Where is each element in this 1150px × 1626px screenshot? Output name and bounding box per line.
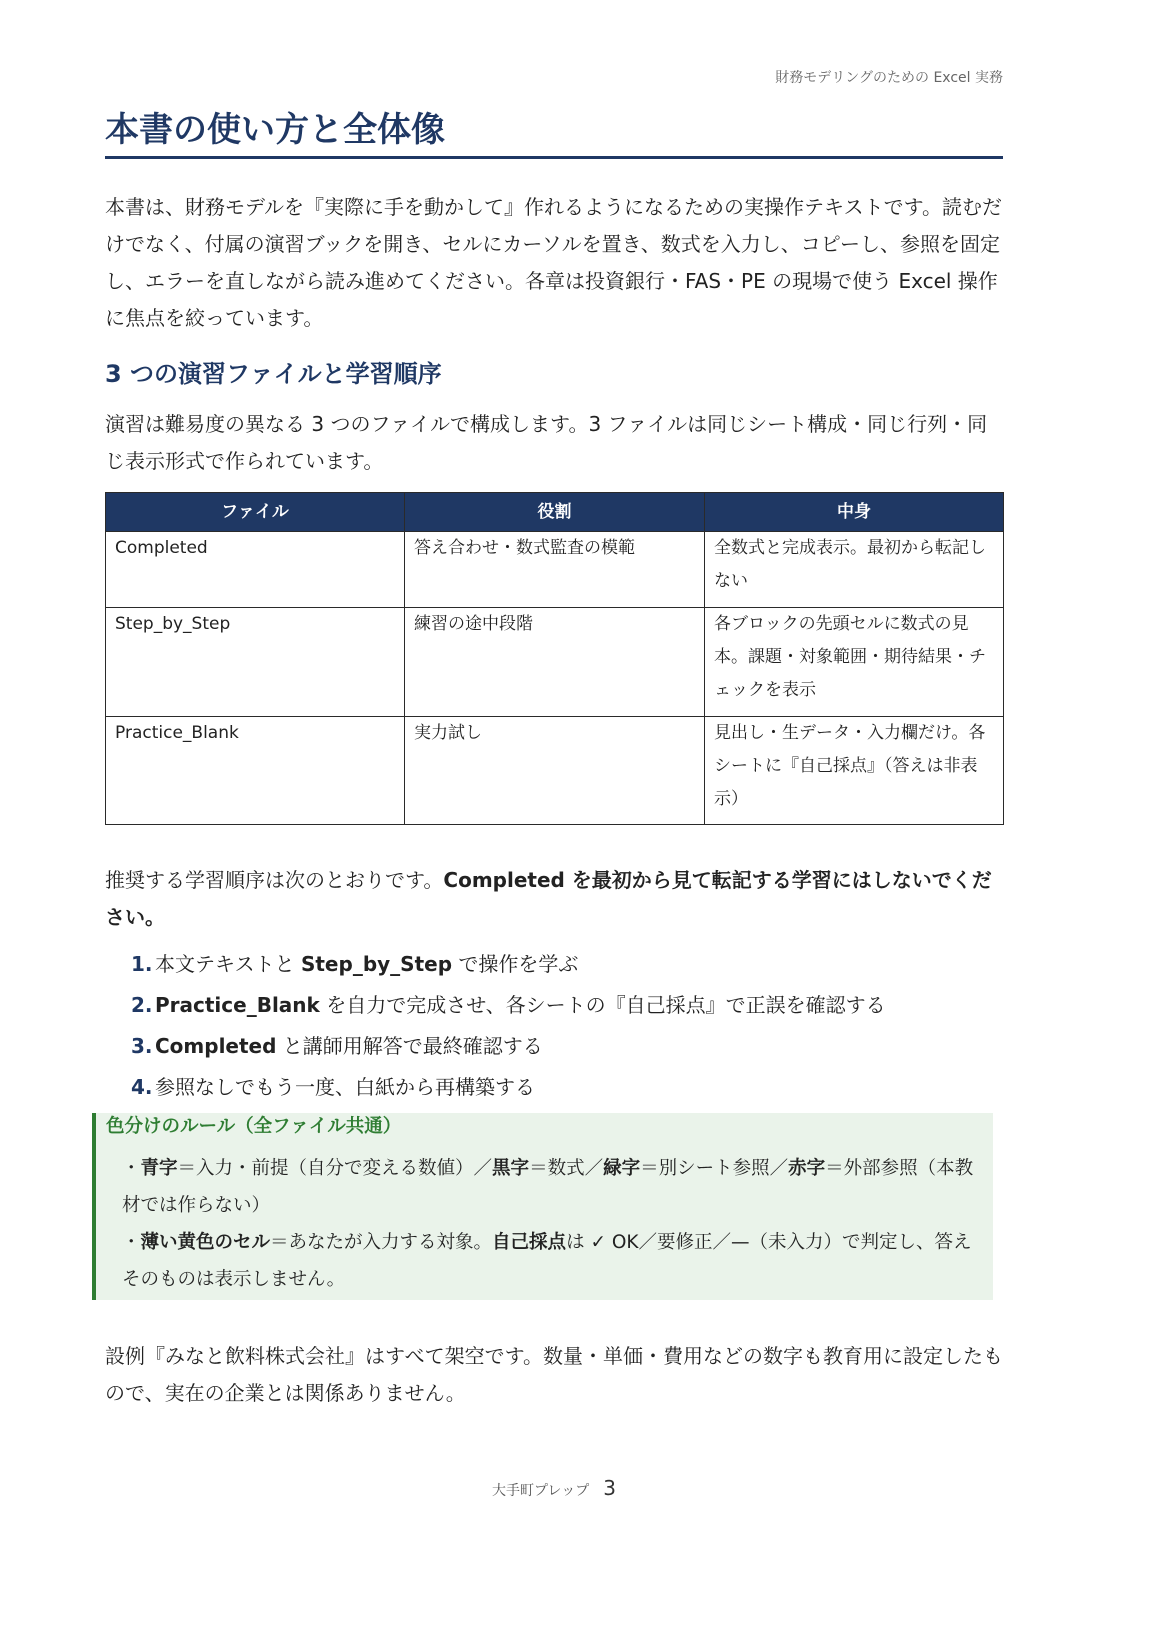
rule-term: 薄い黄色のセル [140,1232,271,1253]
step-text-plain: 参照なしでもう一度、白紙から再構築する [155,1075,535,1099]
callout-rules [96,1150,993,1298]
callout-rule [122,1150,985,1224]
rule-term: 青字 [140,1158,178,1179]
table-cell-contents: 全数式と完成表示。最初から転記しない [705,532,1004,608]
step-number: 2. [131,993,153,1017]
section-heading: 3 つの演習ファイルと学習順序 [105,360,442,388]
step-text [155,1067,991,1108]
table-cell-role: 練習の途中段階 [405,608,705,717]
rule-text: ＝外部参照（本教材では作らない） [122,1158,974,1216]
rule-term: 黒字 [492,1158,530,1179]
learning-order-text: 推奨する学習順序は次のとおりです。 [105,868,444,892]
step-number: 1. [131,952,153,976]
step-text [155,985,991,1026]
fiction-disclaimer-paragraph: 設例『みなと飲料株式会社』はすべて架空です。数量・単価・費用などの数字も教育用に設定したもので、実在の企業とは関係ありません。 [105,1344,1003,1405]
rule-text: ＝あなたが入力する対象。 [270,1232,493,1253]
step-text-file-name: Practice_Blank [155,993,320,1017]
rule-text: ＝別シート参照／ [640,1158,789,1179]
publisher-name: 大手町プレップ [491,1483,590,1499]
step-text-plain: で操作を学ぶ [452,952,579,976]
callout-rule [122,1224,985,1298]
running-header: 財務モデリングのための Excel 実務 [775,70,1003,86]
table-cell-role: 実力試し [405,717,705,825]
bullet: ・ [122,1232,141,1253]
table-cell-contents: 見出し・生データ・入力欄だけ。各シートに『自己採点』（答えは非表示） [705,717,1004,825]
step-number: 3. [131,1034,153,1058]
column-header-file: ファイル [106,493,405,532]
list-item [131,985,991,1026]
table-row [106,717,1004,825]
rule-term: 緑字 [603,1158,641,1179]
list-item [131,1067,991,1108]
rule-text: は ✓ OK／要修正／—（未入力）で判定し、答えそのものは表示しません。 [122,1232,972,1290]
list-item [131,1026,991,1067]
learning-steps-list [131,944,991,1108]
table-cell-role: 答え合わせ・数式監査の模範 [405,532,705,608]
table-cell-file: Step_by_Step [106,608,405,717]
step-text [155,1026,991,1067]
learning-order-warning: Completed を最初から見て転記する学習にはしないでください。 [105,868,992,929]
callout-title: 色分けのルール（全ファイル共通） [106,1116,402,1137]
table-row [106,532,1004,608]
rule-text: ＝数式／ [529,1158,604,1179]
rule-term: 自己採点 [492,1232,567,1253]
title-underline [105,156,1003,159]
intro-paragraph: 本書は、財務モデルを『実際に手を動かして』作れるようになるための実操作テキストです。読むだけでなく、付属の演習ブックを開き、セルにカーソルを置き、数式を入力し、コピーし、参照を固定し、エラーを直しながら読み進めてください。各章は投資銀行・FAS・PE の現場で使う Excel 操作に焦点を絞っています。 [105,195,1002,330]
step-number: 4. [131,1075,153,1099]
table-row [106,608,1004,717]
step-text-plain: を自力で完成させ、各シートの『自己採点』で正誤を確認する [319,993,886,1017]
page-number: 3 [603,1476,617,1500]
column-header-role: 役割 [405,493,705,532]
table-cell-file: Practice_Blank [106,717,405,825]
bullet: ・ [122,1158,141,1179]
color-rules-callout [92,1113,993,1300]
table-header-row [106,493,1004,532]
step-text-file-name: Step_by_Step [300,952,453,976]
table-cell-file: Completed [106,532,405,608]
step-text-file-name: Completed [155,1034,277,1058]
rule-term: 赤字 [788,1158,826,1179]
learning-order-intro [105,862,1003,936]
rule-text: ＝入力・前提（自分で変える数値）／ [177,1158,493,1179]
page-footer [105,1474,1003,1505]
step-text-plain: と講師用解答で最終確認する [276,1034,543,1058]
practice-files-table [105,492,1004,825]
step-text [155,944,991,985]
section-lead-paragraph: 演習は難易度の異なる 3 つのファイルで構成します。3 ファイルは同じシート構成・同じ行列・同じ表示形式で作られています。 [105,412,988,473]
step-text-plain: 本文テキストと [155,952,301,976]
column-header-contents: 中身 [705,493,1004,532]
list-item [131,944,991,985]
table-cell-contents: 各ブロックの先頭セルに数式の見本。課題・対象範囲・期待結果・チェックを表示 [705,608,1004,717]
page-title: 本書の使い方と全体像 [105,110,445,150]
